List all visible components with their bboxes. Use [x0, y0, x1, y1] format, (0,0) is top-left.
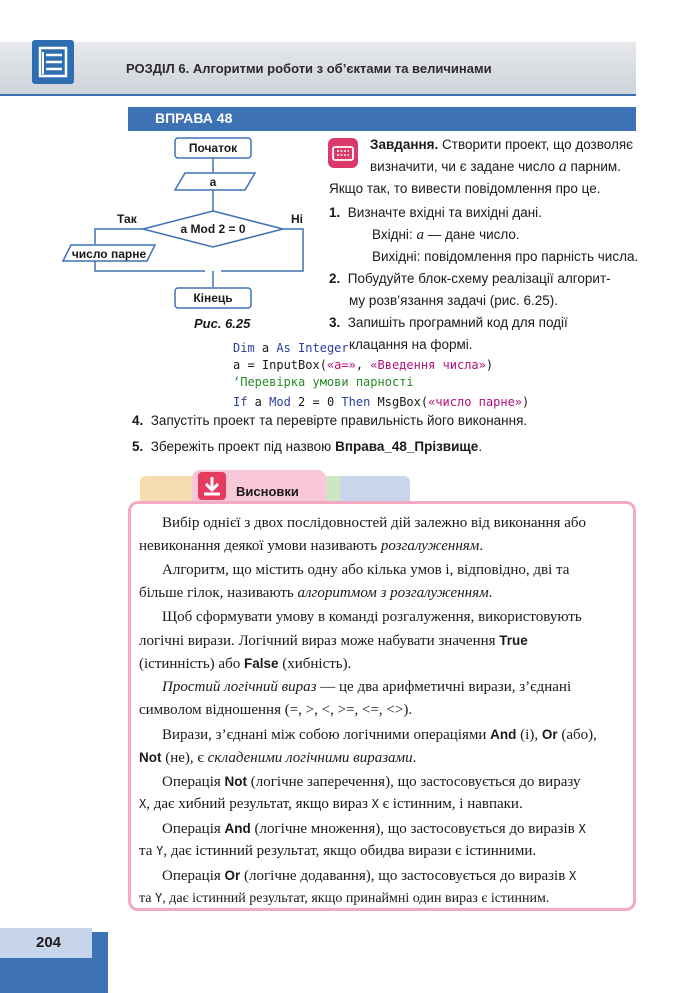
- flowchart-input-text: a: [209, 175, 217, 189]
- figure-caption: Рис. 6.25: [194, 316, 251, 331]
- step-5: 5. Збережіть проект під назвою Вправа_48_Прізвище.: [132, 439, 483, 454]
- concl-p5-line1: Вирази, з’єднані між собою логічними операціями And (і), Or (або),: [162, 727, 597, 743]
- task-line-3: Якщо так, то вивести повідомлення про це.: [329, 181, 601, 196]
- flowchart-yes-label: Так: [117, 212, 137, 226]
- concl-p8-line1: Операція Or (логічне додавання), що застосовується до виразів X: [162, 868, 577, 884]
- concl-p2-line1: Алгоритм, що містить одну або кілька умов і, відповідно, дві та: [162, 562, 570, 578]
- chapter-title: РОЗДІЛ 6. Алгоритми роботи з об’єктами та величинами: [126, 61, 492, 76]
- concl-p7-line1: Операція And (логічне множення), що застосовується до виразів X: [162, 821, 586, 837]
- concl-p1-line2: невиконання деякої умови називають розгалуженням.: [139, 538, 484, 554]
- conclusions-title: Висновки: [236, 484, 299, 499]
- step-3: 3. Запишіть програмний код для події: [329, 315, 568, 330]
- code-line-4: If a Mod 2 = 0 Then MsgBox(«число парне»): [233, 395, 530, 409]
- concl-p8-line2: та Y, дає істинний результат, якщо принаймні один вираз є істинним.: [139, 891, 550, 906]
- concl-p2-line2: більше гілок, називають алгоритмом з розгалуженням.: [139, 585, 493, 601]
- concl-p4-line1: Простий логічний вираз — це два арифметичні вирази, з’єднані: [162, 679, 572, 695]
- code-line-3: ‘Перевірка умови парності: [233, 375, 414, 389]
- flowchart-end-text: Кінець: [193, 291, 233, 305]
- concl-p7-line2: та Y, дає істинний результат, якщо обидва вирази є істинними.: [139, 843, 537, 859]
- flowchart-output-text: число парне: [71, 247, 147, 261]
- task-line-2: визначити, чи є задане число a парним.: [370, 158, 621, 175]
- book-icon: [32, 40, 74, 84]
- concl-p3-line3: (істинність) або False (хибність).: [139, 656, 352, 672]
- exercise-title: ВПРАВА 48: [155, 110, 233, 126]
- keyboard-icon: [328, 138, 358, 168]
- flowchart-condition-text: a Mod 2 = 0: [180, 222, 246, 236]
- concl-p6-line2: X, дає хибний результат, якщо вираз X є істинним, і навпаки.: [139, 796, 523, 812]
- task-line-1: Завдання. Створити проект, що дозволяє: [370, 137, 634, 152]
- step-1-inputs: Вхідні: a — дане число.: [372, 227, 520, 243]
- step-2: 2. Побудуйте блок-схему реалізації алгорит-: [329, 271, 611, 286]
- concl-p6-line1: Операція Not (логічне заперечення), що застосовується до виразу: [162, 774, 581, 790]
- concl-p1-line1: Вибір однієї з двох послідовностей дій залежно від виконання або: [162, 515, 586, 531]
- code-line-2: a = InputBox(«a=», «Введення числа»): [233, 358, 494, 372]
- step-3-cont: клацання на формі.: [349, 337, 473, 352]
- concl-p5-line2: Not (не), є складеними логічними виразами.: [139, 750, 417, 766]
- code-line-1: Dim a As Integer: [233, 341, 349, 355]
- concl-p3-line1: Щоб сформувати умову в команді розгалуження, використовують: [162, 609, 582, 625]
- step-4: 4. Запустіть проект та перевірте правильність його виконання.: [132, 413, 528, 428]
- step-2-cont: му розв’язання задачі (рис. 6.25).: [349, 293, 559, 308]
- flowchart-start-text: Початок: [188, 141, 238, 155]
- step-1: 1. Визначте вхідні та вихідні дані.: [329, 205, 542, 220]
- concl-p3-line2: логічні вирази. Логічний вираз може набувати значення True: [139, 633, 528, 649]
- page-number: 204: [36, 934, 62, 951]
- download-icon: [198, 472, 226, 500]
- flowchart: [55, 133, 325, 315]
- concl-p4-line2: символом відношення (=, >, <, >=, <=, <>).: [139, 702, 413, 718]
- step-1-outputs: Вихідні: повідомлення про парність числа.: [372, 249, 639, 264]
- flowchart-no-label: Ні: [291, 212, 303, 226]
